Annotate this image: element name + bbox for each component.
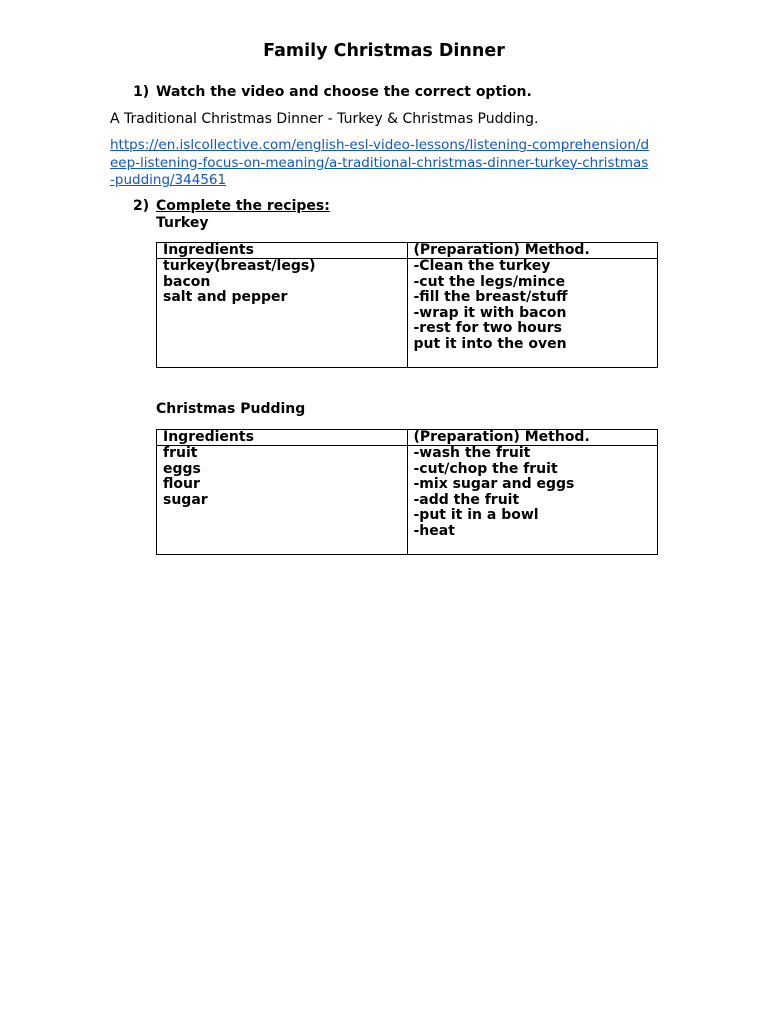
method-cell <box>407 259 658 368</box>
list-item: -mix sugar and eggs <box>413 476 575 493</box>
ingredients-list <box>163 259 401 306</box>
recipe-title-turkey: Turkey <box>156 215 209 231</box>
question-2-number: 2) <box>133 198 150 214</box>
list-item: eggs <box>163 460 201 477</box>
list-item: -wrap it with bacon <box>413 304 567 321</box>
recipe-table-christmas-pudding <box>156 429 658 555</box>
list-item: -Clean the turkey <box>413 258 551 274</box>
question-1-text: Watch the video and choose the correct option. <box>156 84 532 100</box>
video-title: A Traditional Christmas Dinner - Turkey & Christmas Pudding. <box>110 111 539 127</box>
list-item: flour <box>163 476 200 493</box>
table-row <box>157 259 658 368</box>
recipe-title-christmas-pudding: Christmas Pudding <box>156 401 306 417</box>
table-header-row <box>157 430 658 446</box>
column-header-method: (Preparation) Method. <box>407 243 658 259</box>
list-item: -cut/chop the fruit <box>413 460 558 477</box>
page-title: Family Christmas Dinner <box>263 41 505 61</box>
list-item: turkey(breast/legs) <box>163 258 316 274</box>
recipe-table-turkey <box>156 242 658 368</box>
list-item: -put it in a bowl <box>413 507 539 524</box>
video-link[interactable]: https://en.islcollective.com/english-esl-video-lessons/listening-comprehension/deep-listening-focus-on-meaning/a-traditional-christmas-dinner-turkey-christmas-pudding/344561 <box>110 137 650 188</box>
question-2 <box>133 198 330 214</box>
question-1-number: 1) <box>133 84 150 100</box>
list-item: fruit <box>163 445 198 461</box>
list-item: put it into the oven <box>413 335 567 352</box>
column-header-method: (Preparation) Method. <box>407 430 658 446</box>
list-item: sugar <box>163 491 208 508</box>
list-item: -rest for two hours <box>413 320 563 337</box>
method-list <box>414 446 652 540</box>
list-item: salt and pepper <box>163 289 288 306</box>
table-row <box>157 446 658 555</box>
table-header-row <box>157 243 658 259</box>
list-item: -wash the fruit <box>413 445 531 461</box>
ingredients-cell <box>157 446 408 555</box>
list-item: -fill the breast/stuff <box>413 289 568 306</box>
column-header-ingredients: Ingredients <box>157 243 408 259</box>
list-item: -heat <box>413 522 455 539</box>
list-item: -cut the legs/mince <box>413 273 566 290</box>
question-2-text: Complete the recipes: <box>156 198 330 214</box>
list-item: -add the fruit <box>413 491 520 508</box>
ingredients-list <box>163 446 401 508</box>
question-1 <box>133 84 532 100</box>
method-cell <box>407 446 658 555</box>
list-item: bacon <box>163 273 211 290</box>
ingredients-cell <box>157 259 408 368</box>
column-header-ingredients: Ingredients <box>157 430 408 446</box>
method-list <box>414 259 652 353</box>
